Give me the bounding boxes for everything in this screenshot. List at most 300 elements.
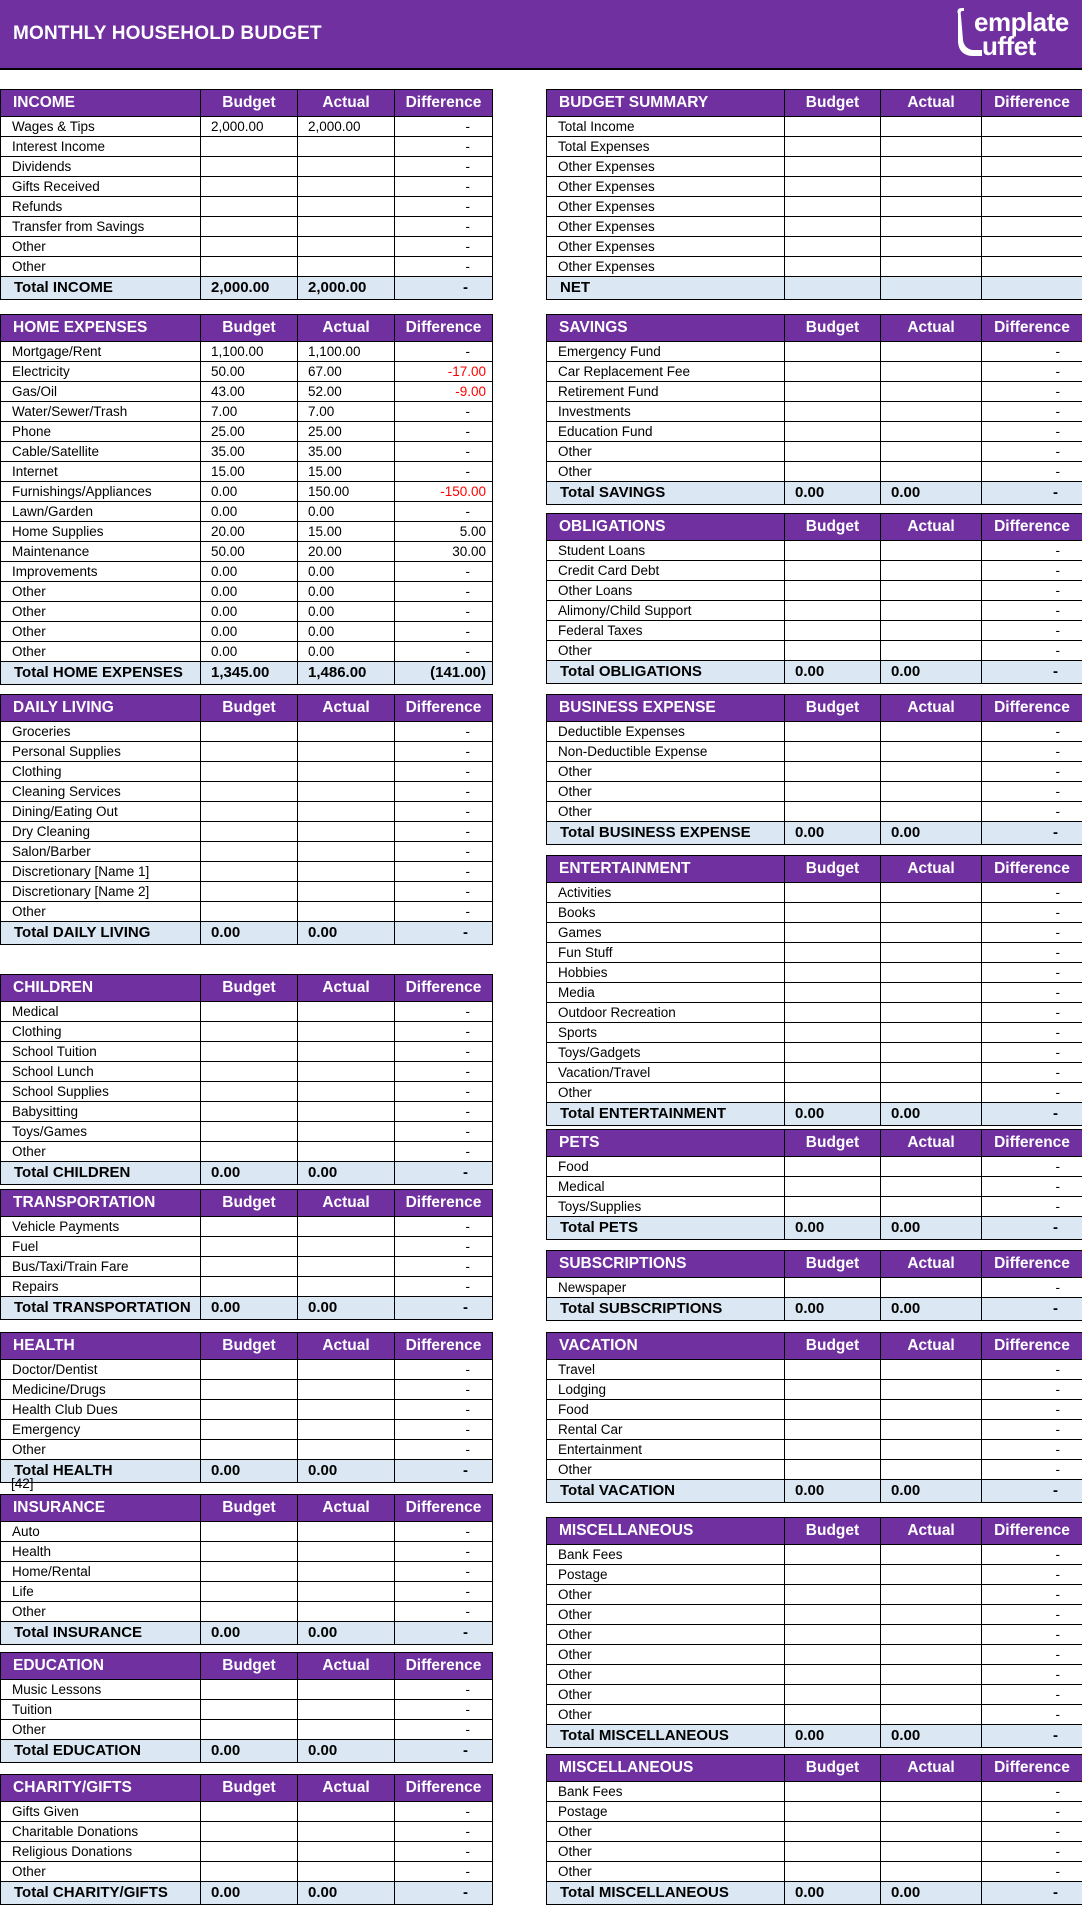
difference-cell[interactable]: - (395, 442, 493, 462)
difference-cell[interactable] (982, 137, 1082, 157)
total-budget-cell[interactable]: 0.00 (785, 661, 881, 684)
budget-cell[interactable] (785, 217, 881, 237)
actual-cell[interactable] (298, 1062, 395, 1082)
row-label[interactable]: Other (1, 1862, 201, 1882)
actual-cell[interactable] (881, 1440, 982, 1460)
row-label[interactable]: Travel (547, 1360, 785, 1380)
budget-cell[interactable] (785, 923, 881, 943)
budget-cell[interactable] (785, 1063, 881, 1083)
actual-cell[interactable] (881, 402, 982, 422)
actual-cell[interactable] (298, 1862, 395, 1882)
actual-cell[interactable] (298, 862, 395, 882)
row-label[interactable]: Books (547, 903, 785, 923)
difference-cell[interactable] (982, 257, 1082, 277)
budget-cell[interactable] (201, 1380, 298, 1400)
difference-cell[interactable]: - (982, 1705, 1082, 1725)
difference-cell[interactable]: - (982, 601, 1082, 621)
difference-cell[interactable]: - (982, 422, 1082, 442)
difference-cell[interactable]: - (982, 802, 1082, 822)
actual-cell[interactable] (881, 541, 982, 561)
difference-cell[interactable]: - (982, 1043, 1082, 1063)
actual-cell[interactable]: 1,100.00 (298, 342, 395, 362)
total-actual-cell[interactable]: 0.00 (298, 922, 395, 945)
difference-cell[interactable]: - (395, 1122, 493, 1142)
row-label[interactable]: Gifts Received (1, 177, 201, 197)
row-label[interactable]: Medical (1, 1002, 201, 1022)
budget-cell[interactable] (201, 1237, 298, 1257)
budget-cell[interactable] (201, 1602, 298, 1622)
actual-cell[interactable] (881, 1705, 982, 1725)
difference-cell[interactable]: - (395, 117, 493, 137)
difference-cell[interactable]: - (982, 1177, 1082, 1197)
total-difference-cell[interactable]: - (395, 1162, 493, 1185)
budget-cell[interactable] (785, 1440, 881, 1460)
budget-cell[interactable] (201, 1002, 298, 1022)
row-label[interactable]: Lawn/Garden (1, 502, 201, 522)
total-difference-cell[interactable]: - (395, 277, 493, 300)
budget-cell[interactable] (785, 1585, 881, 1605)
row-label[interactable]: Maintenance (1, 542, 201, 562)
budget-cell[interactable] (785, 1177, 881, 1197)
difference-cell[interactable]: - (395, 782, 493, 802)
row-label[interactable]: Credit Card Debt (547, 561, 785, 581)
difference-cell[interactable]: - (395, 1062, 493, 1082)
difference-cell[interactable]: - (395, 1217, 493, 1237)
row-label[interactable]: Newspaper (547, 1278, 785, 1298)
difference-cell[interactable]: -9.00 (395, 382, 493, 402)
difference-cell[interactable]: - (982, 402, 1082, 422)
budget-cell[interactable] (785, 1460, 881, 1480)
total-actual-cell[interactable]: 0.00 (881, 1725, 982, 1748)
budget-cell[interactable] (785, 983, 881, 1003)
budget-cell[interactable] (201, 1257, 298, 1277)
difference-cell[interactable]: - (982, 983, 1082, 1003)
actual-cell[interactable]: 20.00 (298, 542, 395, 562)
actual-cell[interactable] (298, 1602, 395, 1622)
total-actual-cell[interactable]: 0.00 (881, 822, 982, 845)
budget-cell[interactable] (201, 1440, 298, 1460)
row-label[interactable]: Alimony/Child Support (547, 601, 785, 621)
actual-cell[interactable] (881, 641, 982, 661)
row-label[interactable]: Fuel (1, 1237, 201, 1257)
budget-cell[interactable] (201, 862, 298, 882)
row-label[interactable]: Toys/Games (1, 1122, 201, 1142)
difference-cell[interactable]: - (395, 1420, 493, 1440)
difference-cell[interactable]: - (395, 882, 493, 902)
actual-cell[interactable] (881, 1157, 982, 1177)
total-budget-cell[interactable]: 0.00 (201, 1297, 298, 1320)
budget-cell[interactable] (785, 1083, 881, 1103)
budget-cell[interactable] (201, 1582, 298, 1602)
actual-cell[interactable] (881, 1665, 982, 1685)
row-label[interactable]: Personal Supplies (1, 742, 201, 762)
actual-cell[interactable]: 0.00 (298, 622, 395, 642)
total-budget-cell[interactable]: 0.00 (201, 1882, 298, 1905)
row-label[interactable]: Other (547, 1705, 785, 1725)
difference-cell[interactable]: - (982, 1400, 1082, 1420)
row-label[interactable]: Religious Donations (1, 1842, 201, 1862)
budget-cell[interactable]: 25.00 (201, 422, 298, 442)
budget-cell[interactable] (785, 342, 881, 362)
actual-cell[interactable] (298, 722, 395, 742)
total-budget-cell[interactable]: 2,000.00 (201, 277, 298, 300)
row-label[interactable]: Deductible Expenses (547, 722, 785, 742)
row-label[interactable]: Other (547, 1625, 785, 1645)
total-budget-cell[interactable]: 0.00 (785, 1103, 881, 1126)
budget-cell[interactable] (785, 722, 881, 742)
actual-cell[interactable] (298, 762, 395, 782)
row-label[interactable]: Toys/Supplies (547, 1197, 785, 1217)
budget-cell[interactable] (201, 1102, 298, 1122)
actual-cell[interactable] (881, 762, 982, 782)
budget-cell[interactable] (785, 782, 881, 802)
actual-cell[interactable] (881, 923, 982, 943)
total-actual-cell[interactable]: 0.00 (881, 1103, 982, 1126)
budget-cell[interactable] (201, 137, 298, 157)
row-label[interactable]: Other (547, 462, 785, 482)
actual-cell[interactable] (298, 1802, 395, 1822)
budget-cell[interactable]: 0.00 (201, 562, 298, 582)
budget-cell[interactable] (785, 117, 881, 137)
actual-cell[interactable] (298, 1002, 395, 1022)
difference-cell[interactable]: - (395, 422, 493, 442)
budget-cell[interactable] (201, 1680, 298, 1700)
difference-cell[interactable]: - (395, 802, 493, 822)
row-label[interactable]: Salon/Barber (1, 842, 201, 862)
budget-cell[interactable]: 1,100.00 (201, 342, 298, 362)
row-label[interactable]: Other (547, 1842, 785, 1862)
budget-cell[interactable] (785, 1197, 881, 1217)
row-label[interactable]: Other Expenses (547, 217, 785, 237)
difference-cell[interactable]: -150.00 (395, 482, 493, 502)
actual-cell[interactable] (881, 1043, 982, 1063)
budget-cell[interactable] (785, 1625, 881, 1645)
row-label[interactable]: Food (547, 1157, 785, 1177)
row-label[interactable]: School Tuition (1, 1042, 201, 1062)
row-label[interactable]: Total Income (547, 117, 785, 137)
row-label[interactable]: Other (547, 1862, 785, 1882)
difference-cell[interactable]: - (395, 502, 493, 522)
budget-cell[interactable] (785, 362, 881, 382)
row-label[interactable]: Investments (547, 402, 785, 422)
budget-cell[interactable] (785, 541, 881, 561)
budget-cell[interactable]: 0.00 (201, 622, 298, 642)
difference-cell[interactable]: - (982, 1605, 1082, 1625)
budget-cell[interactable] (201, 822, 298, 842)
actual-cell[interactable] (298, 1277, 395, 1297)
budget-cell[interactable] (201, 1400, 298, 1420)
row-label[interactable]: Transfer from Savings (1, 217, 201, 237)
difference-cell[interactable]: 5.00 (395, 522, 493, 542)
difference-cell[interactable]: - (395, 1102, 493, 1122)
actual-cell[interactable] (881, 442, 982, 462)
total-difference-cell[interactable]: - (982, 661, 1082, 684)
total-actual-cell[interactable]: 2,000.00 (298, 277, 395, 300)
actual-cell[interactable] (881, 1083, 982, 1103)
actual-cell[interactable] (298, 782, 395, 802)
actual-cell[interactable] (298, 1237, 395, 1257)
budget-cell[interactable] (201, 762, 298, 782)
difference-cell[interactable]: - (982, 1585, 1082, 1605)
row-label[interactable]: Other (547, 1665, 785, 1685)
budget-cell[interactable] (785, 1420, 881, 1440)
actual-cell[interactable] (881, 1685, 982, 1705)
total-budget-cell[interactable]: 0.00 (785, 822, 881, 845)
row-label[interactable]: Other (547, 1585, 785, 1605)
row-label[interactable]: School Lunch (1, 1062, 201, 1082)
actual-cell[interactable] (298, 1082, 395, 1102)
actual-cell[interactable] (881, 137, 982, 157)
row-label[interactable]: Charitable Donations (1, 1822, 201, 1842)
actual-cell[interactable] (298, 1042, 395, 1062)
budget-cell[interactable] (785, 157, 881, 177)
budget-cell[interactable] (201, 1562, 298, 1582)
budget-cell[interactable] (785, 963, 881, 983)
budget-cell[interactable] (785, 1645, 881, 1665)
difference-cell[interactable]: - (395, 1862, 493, 1882)
budget-cell[interactable] (201, 1822, 298, 1842)
row-label[interactable]: Gas/Oil (1, 382, 201, 402)
row-label[interactable]: Media (547, 983, 785, 1003)
budget-cell[interactable] (785, 903, 881, 923)
difference-cell[interactable]: - (395, 1720, 493, 1740)
budget-cell[interactable] (785, 1782, 881, 1802)
total-difference-cell[interactable]: - (982, 1217, 1082, 1240)
budget-cell[interactable] (785, 1003, 881, 1023)
row-label[interactable]: Water/Sewer/Trash (1, 402, 201, 422)
row-label[interactable]: Bus/Taxi/Train Fare (1, 1257, 201, 1277)
difference-cell[interactable]: - (982, 561, 1082, 581)
row-label[interactable]: Dry Cleaning (1, 822, 201, 842)
actual-cell[interactable] (298, 1562, 395, 1582)
budget-cell[interactable] (785, 742, 881, 762)
total-actual-cell[interactable]: 0.00 (298, 1740, 395, 1763)
total-budget-cell[interactable]: 0.00 (201, 922, 298, 945)
difference-cell[interactable]: - (395, 762, 493, 782)
actual-cell[interactable] (881, 1380, 982, 1400)
budget-cell[interactable] (785, 1400, 881, 1420)
total-difference-cell[interactable]: - (982, 482, 1082, 505)
row-label[interactable]: Other (547, 442, 785, 462)
difference-cell[interactable]: - (982, 742, 1082, 762)
actual-cell[interactable] (298, 237, 395, 257)
actual-cell[interactable]: 2,000.00 (298, 117, 395, 137)
row-label[interactable]: Other (1, 602, 201, 622)
row-label[interactable]: Medical (547, 1177, 785, 1197)
difference-cell[interactable]: - (982, 1685, 1082, 1705)
row-label[interactable]: Auto (1, 1522, 201, 1542)
row-label[interactable]: Food (547, 1400, 785, 1420)
actual-cell[interactable] (881, 943, 982, 963)
actual-cell[interactable] (298, 1102, 395, 1122)
total-actual-cell[interactable] (881, 277, 982, 300)
actual-cell[interactable] (881, 342, 982, 362)
difference-cell[interactable]: - (395, 862, 493, 882)
budget-cell[interactable]: 0.00 (201, 502, 298, 522)
budget-cell[interactable] (201, 157, 298, 177)
actual-cell[interactable] (881, 1842, 982, 1862)
difference-cell[interactable]: - (982, 1862, 1082, 1882)
actual-cell[interactable] (881, 237, 982, 257)
budget-cell[interactable]: 0.00 (201, 482, 298, 502)
budget-cell[interactable] (785, 641, 881, 661)
row-label[interactable]: Retirement Fund (547, 382, 785, 402)
row-label[interactable]: Music Lessons (1, 1680, 201, 1700)
total-actual-cell[interactable]: 0.00 (881, 482, 982, 505)
budget-cell[interactable] (201, 1802, 298, 1822)
difference-cell[interactable]: - (395, 1277, 493, 1297)
budget-cell[interactable] (785, 621, 881, 641)
budget-cell[interactable] (201, 722, 298, 742)
row-label[interactable]: Lodging (547, 1380, 785, 1400)
budget-cell[interactable] (201, 1277, 298, 1297)
difference-cell[interactable]: - (395, 157, 493, 177)
difference-cell[interactable] (982, 157, 1082, 177)
difference-cell[interactable]: - (395, 342, 493, 362)
row-label[interactable]: Bank Fees (547, 1545, 785, 1565)
row-label[interactable]: Postage (547, 1802, 785, 1822)
row-label[interactable]: Other (1, 1720, 201, 1740)
row-label[interactable]: Other Expenses (547, 237, 785, 257)
row-label[interactable]: Clothing (1, 762, 201, 782)
difference-cell[interactable]: 30.00 (395, 542, 493, 562)
row-label[interactable]: Other (1, 622, 201, 642)
row-label[interactable]: Other (547, 1083, 785, 1103)
difference-cell[interactable]: - (982, 541, 1082, 561)
difference-cell[interactable]: - (982, 1063, 1082, 1083)
difference-cell[interactable] (982, 177, 1082, 197)
budget-cell[interactable] (785, 382, 881, 402)
difference-cell[interactable]: - (395, 402, 493, 422)
budget-cell[interactable] (785, 1565, 881, 1585)
row-label[interactable]: Vacation/Travel (547, 1063, 785, 1083)
row-label[interactable]: Home/Rental (1, 1562, 201, 1582)
actual-cell[interactable] (881, 983, 982, 1003)
actual-cell[interactable] (881, 963, 982, 983)
actual-cell[interactable] (881, 157, 982, 177)
row-label[interactable]: Other (1, 642, 201, 662)
total-difference-cell[interactable]: - (395, 1460, 493, 1483)
row-label[interactable]: Emergency (1, 1420, 201, 1440)
row-label[interactable]: Bank Fees (547, 1782, 785, 1802)
difference-cell[interactable]: - (395, 197, 493, 217)
row-label[interactable]: Other (547, 1645, 785, 1665)
row-label[interactable]: Other Expenses (547, 177, 785, 197)
budget-cell[interactable] (785, 197, 881, 217)
budget-cell[interactable] (785, 422, 881, 442)
budget-cell[interactable]: 20.00 (201, 522, 298, 542)
budget-cell[interactable] (785, 883, 881, 903)
difference-cell[interactable]: - (395, 462, 493, 482)
actual-cell[interactable]: 25.00 (298, 422, 395, 442)
budget-cell[interactable] (785, 1862, 881, 1882)
budget-cell[interactable] (785, 257, 881, 277)
total-difference-cell[interactable]: - (395, 922, 493, 945)
row-label[interactable]: Games (547, 923, 785, 943)
budget-cell[interactable] (785, 601, 881, 621)
difference-cell[interactable]: - (395, 1542, 493, 1562)
actual-cell[interactable] (881, 1278, 982, 1298)
row-label[interactable]: Mortgage/Rent (1, 342, 201, 362)
total-actual-cell[interactable]: 0.00 (298, 1622, 395, 1645)
budget-cell[interactable] (201, 742, 298, 762)
row-label[interactable]: Other (547, 1822, 785, 1842)
total-difference-cell[interactable]: - (395, 1297, 493, 1320)
difference-cell[interactable]: - (395, 1842, 493, 1862)
total-actual-cell[interactable]: 0.00 (298, 1460, 395, 1483)
actual-cell[interactable] (881, 1605, 982, 1625)
difference-cell[interactable]: - (395, 582, 493, 602)
difference-cell[interactable] (982, 117, 1082, 137)
difference-cell[interactable]: - (982, 1782, 1082, 1802)
row-label[interactable]: Postage (547, 1565, 785, 1585)
row-label[interactable]: Cable/Satellite (1, 442, 201, 462)
actual-cell[interactable] (298, 1420, 395, 1440)
row-label[interactable]: Other (547, 782, 785, 802)
row-label[interactable]: Other (547, 762, 785, 782)
row-label[interactable]: Furnishings/Appliances (1, 482, 201, 502)
actual-cell[interactable] (881, 462, 982, 482)
row-label[interactable]: Other (1, 1602, 201, 1622)
row-label[interactable]: Other Loans (547, 581, 785, 601)
row-label[interactable]: Repairs (1, 1277, 201, 1297)
difference-cell[interactable]: - (982, 1440, 1082, 1460)
difference-cell[interactable]: - (395, 602, 493, 622)
budget-cell[interactable] (785, 1545, 881, 1565)
budget-cell[interactable] (201, 1062, 298, 1082)
actual-cell[interactable] (881, 561, 982, 581)
budget-cell[interactable] (785, 137, 881, 157)
difference-cell[interactable]: - (982, 1197, 1082, 1217)
row-label[interactable]: Other (547, 1685, 785, 1705)
difference-cell[interactable]: - (982, 1460, 1082, 1480)
actual-cell[interactable] (298, 822, 395, 842)
total-budget-cell[interactable]: 0.00 (201, 1460, 298, 1483)
difference-cell[interactable]: - (982, 1545, 1082, 1565)
row-label[interactable]: Other Expenses (547, 157, 785, 177)
actual-cell[interactable]: 0.00 (298, 642, 395, 662)
actual-cell[interactable] (881, 422, 982, 442)
budget-cell[interactable] (785, 802, 881, 822)
actual-cell[interactable] (298, 1842, 395, 1862)
actual-cell[interactable] (298, 1217, 395, 1237)
actual-cell[interactable] (881, 197, 982, 217)
budget-cell[interactable]: 50.00 (201, 542, 298, 562)
actual-cell[interactable] (881, 362, 982, 382)
actual-cell[interactable] (881, 1565, 982, 1585)
difference-cell[interactable] (982, 197, 1082, 217)
budget-cell[interactable] (785, 1605, 881, 1625)
budget-cell[interactable] (201, 1700, 298, 1720)
difference-cell[interactable]: - (395, 257, 493, 277)
row-label[interactable]: Sports (547, 1023, 785, 1043)
difference-cell[interactable]: - (982, 382, 1082, 402)
actual-cell[interactable] (881, 1645, 982, 1665)
budget-cell[interactable] (785, 1023, 881, 1043)
row-label[interactable]: Dividends (1, 157, 201, 177)
actual-cell[interactable] (298, 1142, 395, 1162)
difference-cell[interactable]: - (395, 1602, 493, 1622)
row-label[interactable]: Electricity (1, 362, 201, 382)
budget-cell[interactable] (201, 1862, 298, 1882)
row-label[interactable]: Vehicle Payments (1, 1217, 201, 1237)
actual-cell[interactable]: 52.00 (298, 382, 395, 402)
row-label[interactable]: Activities (547, 883, 785, 903)
budget-cell[interactable] (785, 1822, 881, 1842)
total-budget-cell[interactable]: 0.00 (785, 482, 881, 505)
row-label[interactable]: Refunds (1, 197, 201, 217)
budget-cell[interactable] (201, 237, 298, 257)
